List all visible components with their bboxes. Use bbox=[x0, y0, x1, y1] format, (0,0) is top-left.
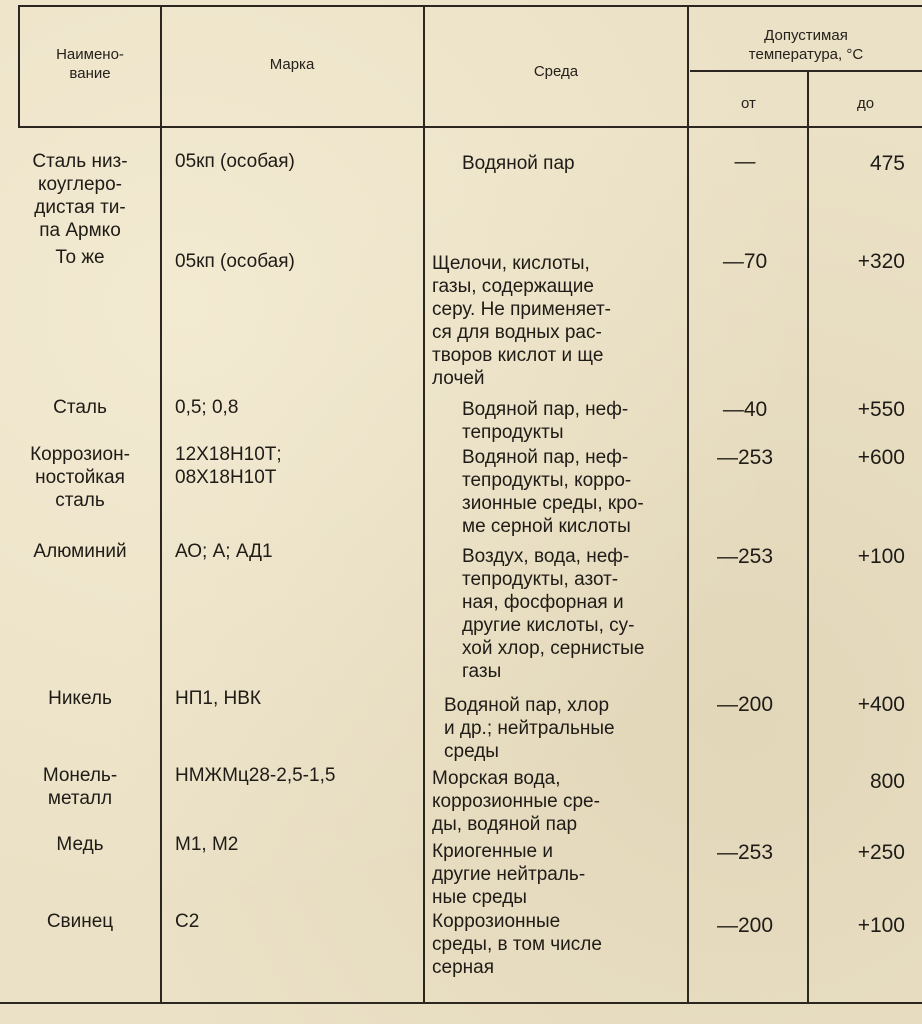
header-medium: Среда bbox=[533, 63, 579, 80]
row2-name: То же bbox=[55, 247, 105, 268]
row7-name: Монель- металл bbox=[42, 765, 118, 809]
row5-medium: Воздух, вода, неф- тепродукты, азот- ная, фосфорная и другие кислоты, су- хой хлор, сернистые газы bbox=[462, 546, 645, 682]
row6-name: Никель bbox=[48, 688, 112, 709]
row8-temp-to: +250 bbox=[857, 841, 905, 864]
temp-subheader-rule bbox=[690, 70, 922, 72]
header-grade: Марка bbox=[269, 56, 315, 73]
row2-grade: 05кп (особая) bbox=[175, 251, 295, 272]
row4-medium: Водяной пар, неф- тепродукты, корро- зионные среды, кро- ме серной кислоты bbox=[462, 447, 644, 537]
header-to: до bbox=[856, 95, 875, 112]
row1-medium: Водяной пар bbox=[462, 153, 575, 174]
row2-temp-from: —70 bbox=[722, 250, 768, 273]
row2-temp-to: +320 bbox=[857, 250, 905, 273]
row6-medium: Водяной пар, хлор и др.; нейтральные среды bbox=[444, 695, 615, 762]
row6-temp-from: —200 bbox=[716, 693, 774, 716]
header-name: Наимено- вание bbox=[56, 46, 124, 82]
col-divider-medium-temp bbox=[687, 5, 689, 1002]
row4-grade: 12Х18Н10Т; 08Х18Н10Т bbox=[175, 444, 282, 488]
row4-temp-from: —253 bbox=[716, 446, 774, 469]
row3-name: Сталь bbox=[53, 397, 107, 418]
row8-temp-from: —253 bbox=[716, 841, 774, 864]
row7-grade: НМЖМц28-2,5-1,5 bbox=[175, 765, 336, 786]
row5-temp-from: —253 bbox=[716, 545, 774, 568]
row3-temp-from: —40 bbox=[722, 398, 768, 421]
row4-name: Коррозион- ностойкая сталь bbox=[30, 444, 130, 511]
row1-temp-to: 475 bbox=[869, 152, 905, 175]
header-from: от bbox=[741, 95, 756, 112]
col-divider-grade-medium bbox=[423, 5, 425, 1002]
row1-name: Сталь низ- коуглеро- дистая ти- па Армко bbox=[32, 151, 128, 241]
row7-medium: Морская вода, коррозионные сре- ды, водяной пар bbox=[432, 768, 600, 835]
row9-grade: С2 bbox=[175, 911, 200, 932]
row5-grade: АО; А; АД1 bbox=[175, 541, 273, 562]
row5-name: Алюминий bbox=[33, 541, 127, 562]
row4-temp-to: +600 bbox=[857, 446, 905, 469]
row2-medium: Щелочи, кислоты, газы, содержащие серу. Не применяет- ся для водных рас- творов кислот и ще лочей bbox=[432, 253, 611, 389]
row1-grade: 05кп (особая) bbox=[175, 151, 295, 172]
row9-medium: Коррозионные среды, в том числе серная bbox=[432, 911, 602, 978]
row9-temp-from: —200 bbox=[716, 914, 774, 937]
row8-name: Медь bbox=[56, 834, 104, 855]
row3-medium: Водяной пар, неф- тепродукты bbox=[462, 399, 629, 443]
row6-temp-to: +400 bbox=[857, 693, 905, 716]
table-top-rule bbox=[18, 5, 922, 7]
header-bottom-rule bbox=[18, 126, 922, 128]
row8-grade: М1, М2 bbox=[175, 834, 239, 855]
row3-grade: 0,5; 0,8 bbox=[175, 397, 239, 418]
table-bottom-rule bbox=[0, 1002, 922, 1004]
row9-temp-to: +100 bbox=[857, 914, 905, 937]
row7-temp-to: 800 bbox=[869, 770, 905, 793]
col-divider-name-grade bbox=[160, 5, 162, 1002]
header-temperature: Допустимая температура, °С bbox=[748, 27, 864, 63]
row5-temp-to: +100 bbox=[857, 545, 905, 568]
row1-temp-from: — bbox=[734, 150, 756, 173]
row6-grade: НП1, НВК bbox=[175, 688, 261, 709]
row8-medium: Криогенные и другие нейтраль- ные среды bbox=[432, 841, 586, 908]
row3-temp-to: +550 bbox=[857, 398, 905, 421]
row9-name: Свинец bbox=[46, 911, 114, 932]
